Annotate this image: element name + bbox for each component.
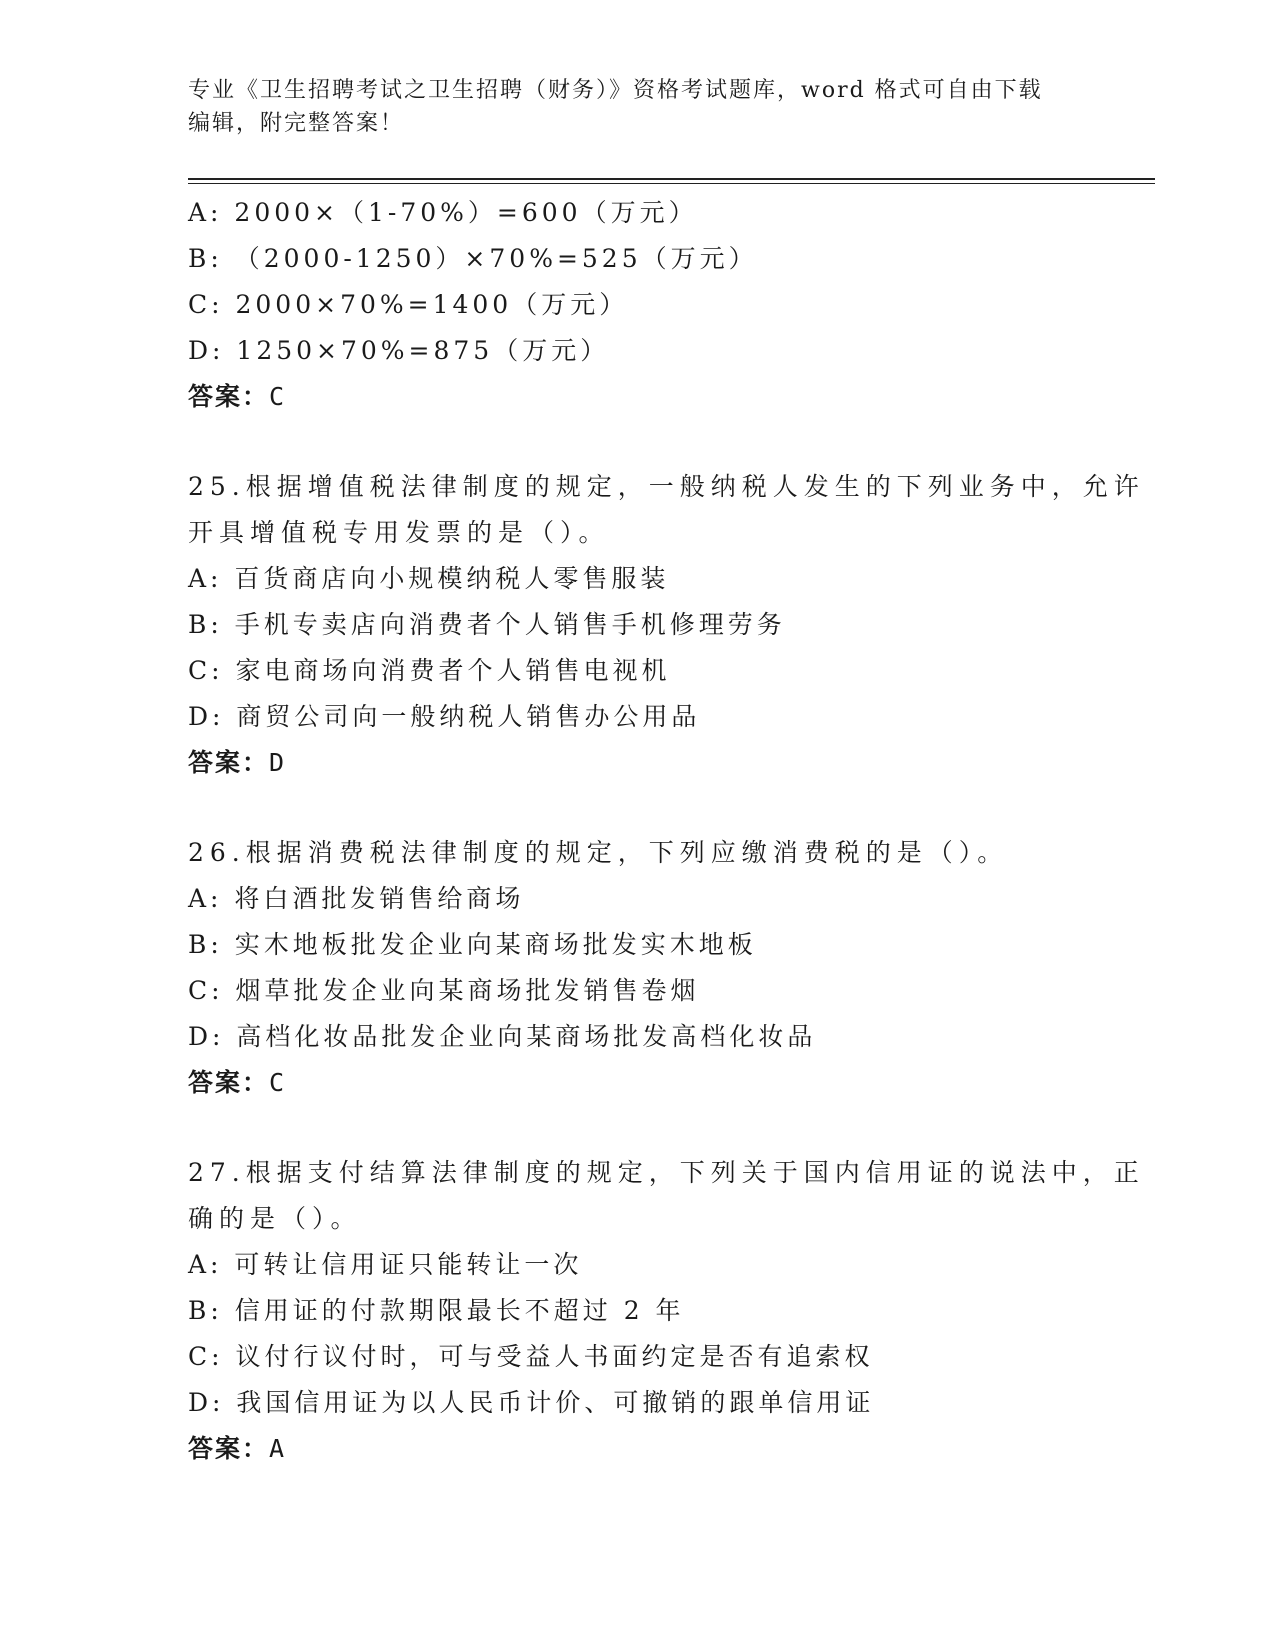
option-d: D: 高档化妆品批发企业向某商场批发高档化妆品 <box>188 1022 817 1051</box>
answer-label: 答案： <box>188 382 270 411</box>
question-stem-cont: 开具增值税专用发票的是（）。 <box>188 518 610 547</box>
option-c: C: 家电商场向消费者个人销售电视机 <box>188 656 671 685</box>
question-24 <box>188 190 1088 420</box>
header-rule-thick <box>188 178 1155 180</box>
answer-line <box>188 374 1088 420</box>
header-line-1: 专业《卫生招聘考试之卫生招聘（财务）》资格考试题库，word 格式可自由下载 <box>188 78 1043 103</box>
answer-label: 答案： <box>188 1434 270 1463</box>
answer-line <box>188 1426 1088 1472</box>
answer-line <box>188 740 1088 786</box>
option-b: B: （2000-1250）×70%=525（万元） <box>188 244 758 273</box>
answer-value: C <box>269 382 287 411</box>
option-a: A: 百货商店向小规模纳税人零售服装 <box>188 564 670 593</box>
answer-value: D <box>269 748 287 777</box>
question-stem: 27.根据支付结算法律制度的规定，下列关于国内信用证的说法中，正 <box>188 1158 1145 1187</box>
option-d: D: 商贸公司向一般纳税人销售办公用品 <box>188 702 701 731</box>
option-c: C: 烟草批发企业向某商场批发销售卷烟 <box>188 976 700 1005</box>
option-a: A: 2000×（1-70%）=600（万元） <box>188 198 698 227</box>
option-d: D: 1250×70%=875（万元） <box>188 336 610 365</box>
answer-value: C <box>269 1068 287 1097</box>
option-b: B: 手机专卖店向消费者个人销售手机修理劳务 <box>188 610 786 639</box>
question-27 <box>188 1150 1145 1472</box>
question-25 <box>188 464 1145 786</box>
option-a: A: 将白酒批发销售给商场 <box>188 884 525 913</box>
option-d: D: 我国信用证为以人民币计价、可撤销的跟单信用证 <box>188 1388 875 1417</box>
answer-label: 答案： <box>188 1068 270 1097</box>
header-line-2: 编辑，附完整答案！ <box>188 111 405 136</box>
option-a: A: 可转让信用证只能转让一次 <box>188 1250 583 1279</box>
question-stem: 26.根据消费税法律制度的规定，下列应缴消费税的是（）。 <box>188 838 1009 867</box>
question-26 <box>188 830 1088 1106</box>
question-stem-cont: 确的是（）。 <box>188 1204 362 1233</box>
header-rule-thin <box>188 183 1155 184</box>
answer-label: 答案： <box>188 748 270 777</box>
option-b: B: 信用证的付款期限最长不超过 2 年 <box>188 1296 685 1325</box>
option-b: B: 实木地板批发企业向某商场批发实木地板 <box>188 930 757 959</box>
answer-value: A <box>269 1434 287 1463</box>
answer-line <box>188 1060 1088 1106</box>
page-header <box>188 74 1088 140</box>
option-c: C: 议付行议付时，可与受益人书面约定是否有追索权 <box>188 1342 874 1371</box>
question-stem: 25.根据增值税法律制度的规定，一般纳税人发生的下列业务中，允许 <box>188 472 1145 501</box>
option-c: C: 2000×70%=1400（万元） <box>188 290 629 319</box>
question-list <box>188 190 1145 1472</box>
